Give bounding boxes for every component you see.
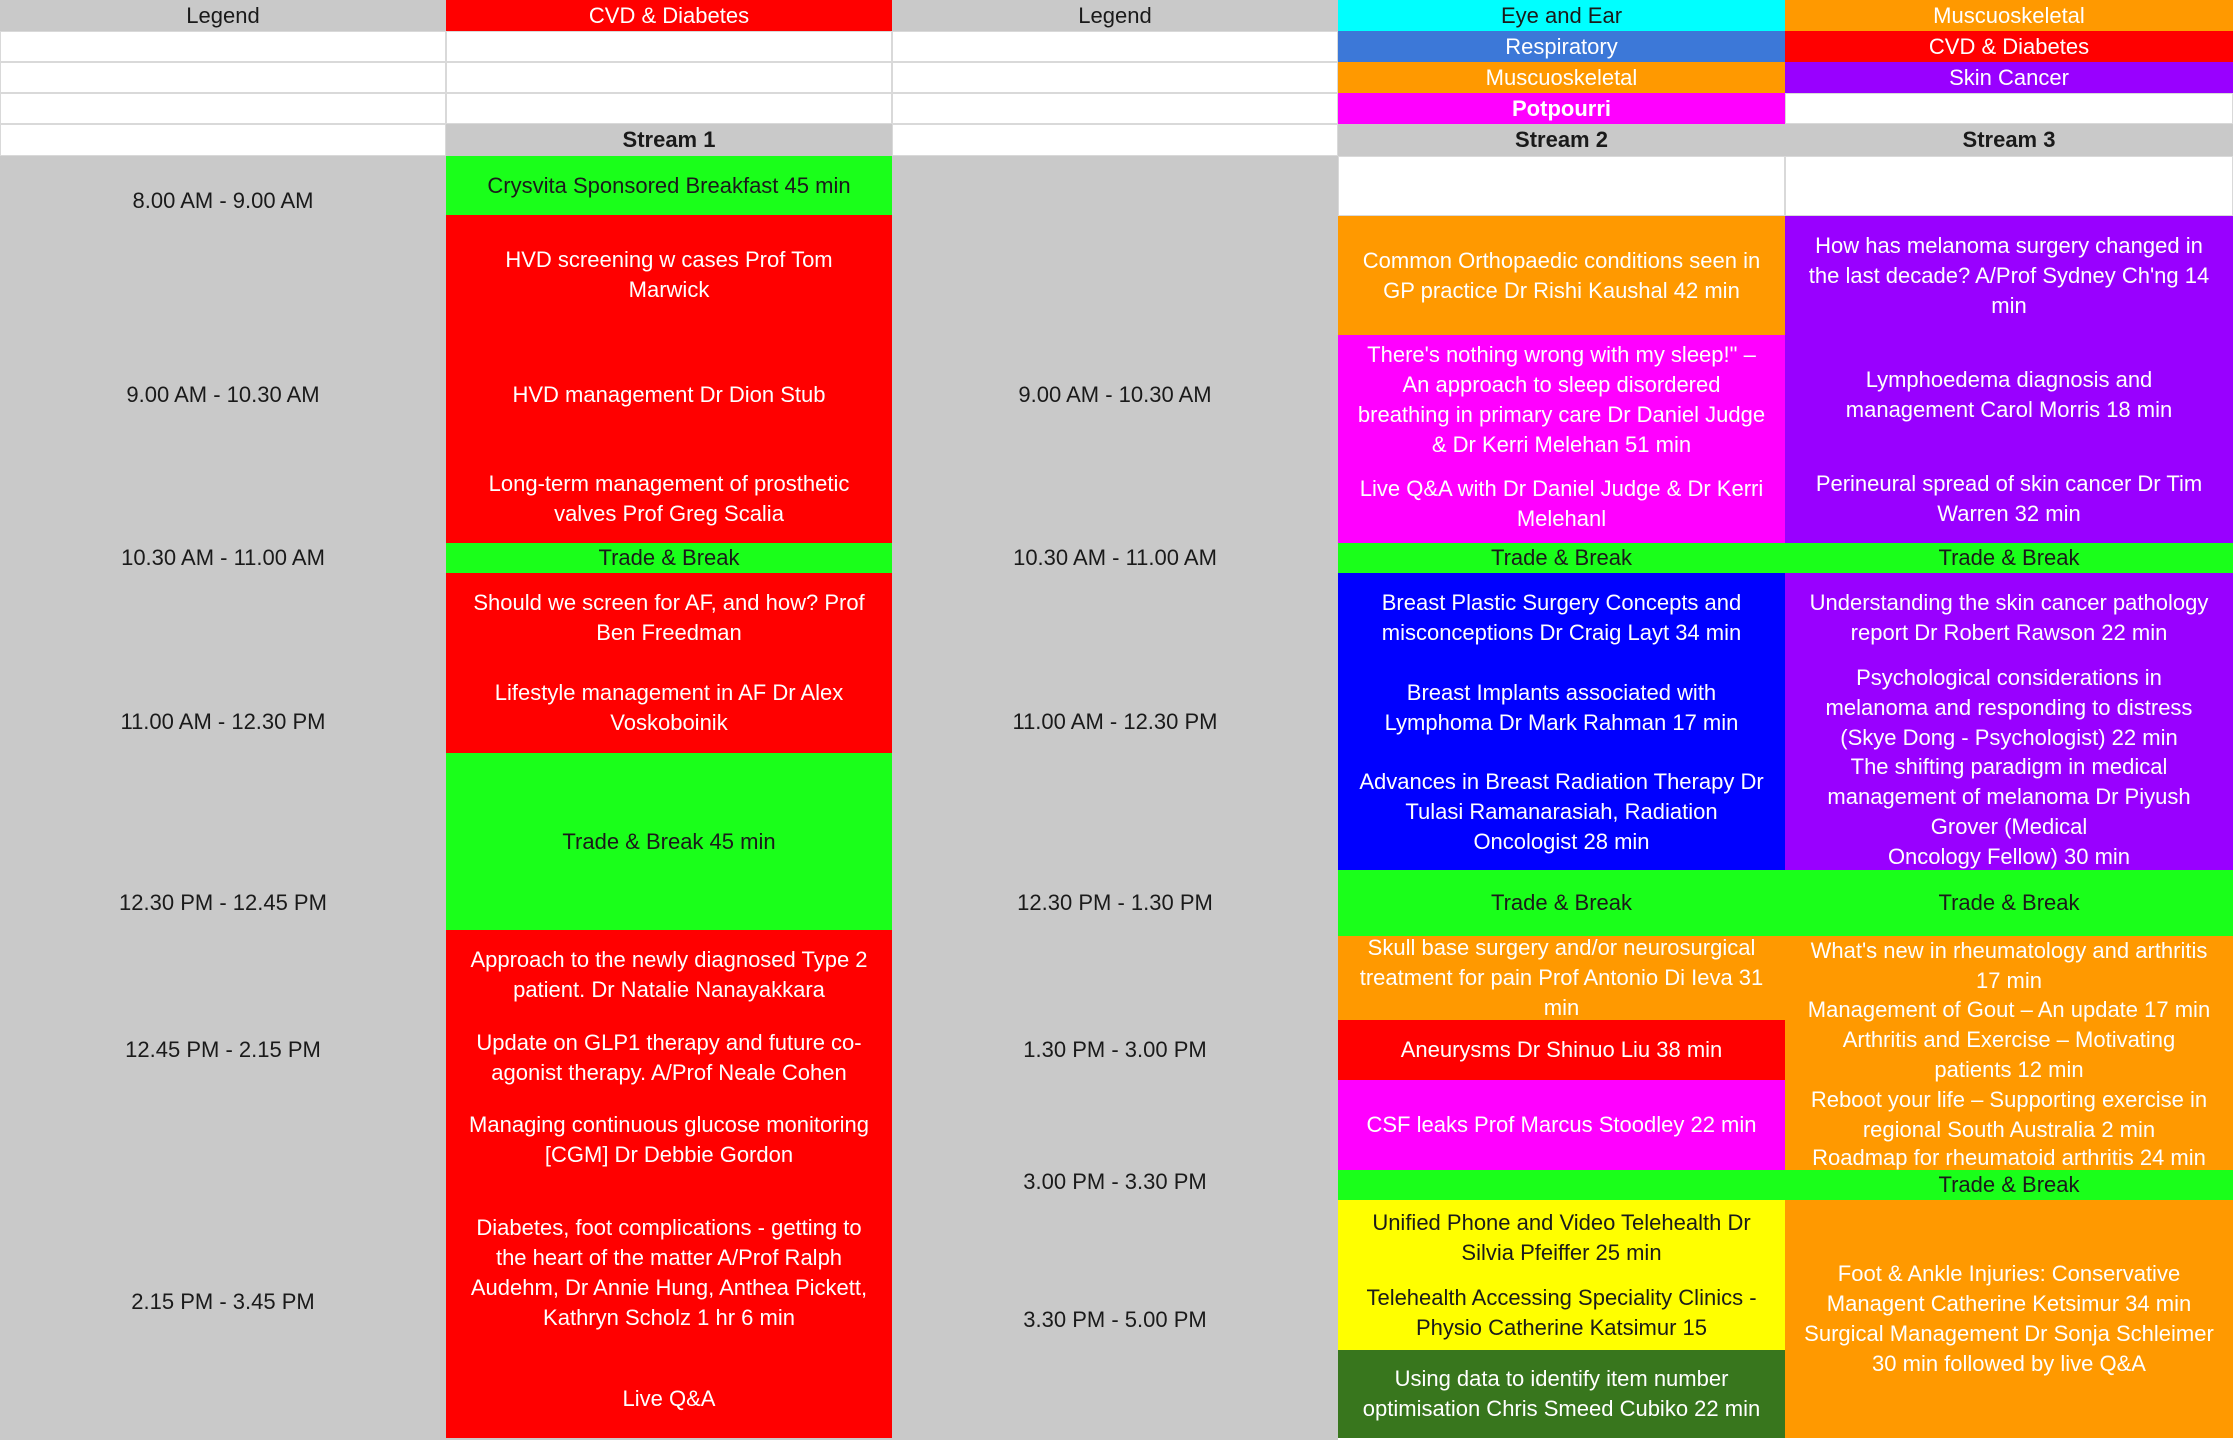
session-breakfast-line: Crysvita Sponsored Breakfast 45 min xyxy=(487,172,851,198)
session xyxy=(1338,335,1785,465)
blank-cell xyxy=(892,31,1338,62)
blank-cell xyxy=(0,31,446,62)
session-line: Lymphoedema diagnosis and xyxy=(1865,367,2153,392)
session-line: misconceptions Dr Craig Layt 34 min xyxy=(1381,620,1742,645)
session-line: min xyxy=(1991,292,2027,318)
session-live-qa xyxy=(446,1360,892,1438)
session xyxy=(1785,995,2233,1025)
session-line: Physio Catherine Katsimur 15 xyxy=(1415,1314,1707,1340)
session-line: Warren 32 min xyxy=(1937,501,2081,526)
time-slot-stream-2: 9.00 AM - 10.30 AM xyxy=(1018,381,1212,407)
session-line: Marwick xyxy=(628,277,710,302)
session-line: Oncologist 28 min xyxy=(1473,828,1650,854)
session-live-qa-line: Live Q&A xyxy=(622,1386,716,1411)
time-slot-stream-2: 1.30 PM - 3.00 PM xyxy=(1023,1037,1207,1062)
legend-musculoskeletal-right: Muscuoskeletal xyxy=(1785,0,2233,31)
trade-break xyxy=(446,753,892,930)
session-line: the last decade? A/Prof Sydney Ch'ng 14 xyxy=(1808,262,2210,288)
session xyxy=(1338,663,1785,753)
session xyxy=(446,215,892,335)
session-line: management of melanoma Dr Piyush xyxy=(1827,783,2191,809)
legend-cvd-diabetes-right: CVD & Diabetes xyxy=(1785,31,2233,62)
trade-break xyxy=(1785,543,2233,573)
session-line: Lifestyle management in AF Dr Alex xyxy=(494,680,844,705)
session xyxy=(1785,455,2233,543)
break-bar xyxy=(1338,1170,1785,1200)
session-line: Roadmap for rheumatoid arthritis 24 min xyxy=(1812,1145,2206,1170)
session xyxy=(1785,753,2233,870)
session xyxy=(1338,573,1785,663)
session-line: CSF leaks Prof Marcus Stoodley 22 min xyxy=(1366,1112,1757,1137)
session-line: Melehanl xyxy=(1516,506,1607,531)
session-line: There's nothing wrong with my sleep!" – xyxy=(1367,342,1756,367)
blank-cell xyxy=(1785,156,2233,216)
session-line: (Skye Dong - Psychologist) 22 min xyxy=(1840,725,2178,750)
session-line: Reboot your life – Supporting exercise in xyxy=(1810,1087,2208,1112)
session-line: An approach to sleep disordered xyxy=(1402,372,1721,397)
session-line: optimisation Chris Smeed Cubiko 22 min xyxy=(1362,1396,1761,1421)
session-line: Approach to the newly diagnosed Type 2 xyxy=(470,947,868,972)
session xyxy=(1338,1350,1785,1438)
session xyxy=(446,1095,892,1185)
blank-cell xyxy=(446,93,892,124)
session-line: Arthritis and Exercise – Motivating xyxy=(1842,1027,2176,1052)
session-line: What's new in rheumatology and arthritis xyxy=(1810,937,2208,963)
legend-label-stream-2: Legend xyxy=(892,0,1338,31)
legend-musculoskeletal-left: Muscuoskeletal xyxy=(1338,62,1785,93)
session-line: Perineural spread of skin cancer Dr Tim xyxy=(1815,471,2203,496)
session-line: Silvia Pfeiffer 25 min xyxy=(1461,1239,1662,1265)
trade-break-line: Trade & Break 45 min xyxy=(562,828,776,854)
session xyxy=(446,1020,892,1095)
session-line: Diabetes, foot complications - getting to xyxy=(476,1214,862,1240)
legend-label-stream-1: Legend xyxy=(0,0,446,31)
session-line: Managing continuous glucose monitoring xyxy=(469,1112,869,1137)
trade-break xyxy=(1785,1170,2233,1200)
session-line: Kathryn Scholz 1 hr 6 min xyxy=(543,1304,795,1330)
session-line: Advances in Breast Radiation Therapy Dr xyxy=(1359,768,1764,794)
session xyxy=(1785,335,2233,455)
session-line: melanoma and responding to distress xyxy=(1825,695,2193,720)
legend-eye-ear: Eye and Ear xyxy=(1338,0,1785,31)
trade-break xyxy=(1338,870,1785,936)
session xyxy=(1338,216,1785,335)
session-line: Common Orthopaedic conditions seen in xyxy=(1362,247,1761,273)
session-line: patients 12 min xyxy=(1934,1057,2084,1082)
session-breakfast xyxy=(446,156,892,215)
session xyxy=(1338,1275,1785,1350)
session-line: Management of Gout – An update 17 min xyxy=(1807,997,2211,1022)
stream-2-header: Stream 2 xyxy=(1338,124,1785,156)
session-line: How has melanoma surgery changed in xyxy=(1815,232,2203,258)
session-line: Surgical Management Dr Sonja Schleimer xyxy=(1804,1321,2214,1346)
trade-break-line: Trade & Break xyxy=(1938,1172,2080,1197)
time-slot-stream-1: 12.30 PM - 12.45 PM xyxy=(119,890,327,915)
session-line: treatment for pain Prof Antonio Di Ieva 31 xyxy=(1359,965,1764,990)
session xyxy=(1785,1200,2233,1438)
blank-cell xyxy=(0,124,446,156)
trade-break-line: Trade & Break xyxy=(1938,890,2080,915)
session-line: GP practice Dr Rishi Kaushal 42 min xyxy=(1383,277,1740,303)
session xyxy=(1785,1085,2233,1145)
session-line: agonist therapy. A/Prof Neale Cohen xyxy=(491,1059,847,1085)
session-line: Foot & Ankle Injuries: Conservative xyxy=(1837,1261,2181,1286)
legend-cvd-diabetes: CVD & Diabetes xyxy=(446,0,892,31)
session-line: Tulasi Ramanarasiah, Radiation xyxy=(1405,798,1718,824)
session xyxy=(1338,1200,1785,1275)
session-line: valves Prof Greg Scalia xyxy=(554,501,784,526)
session-line: Psychological considerations in xyxy=(1856,665,2162,690)
session xyxy=(1785,663,2233,753)
session-line: Telehealth Accessing Speciality Clinics - xyxy=(1366,1284,1757,1310)
session-line: Understanding the skin cancer pathology xyxy=(1809,590,2209,615)
session xyxy=(1785,1145,2233,1170)
session xyxy=(1338,753,1785,870)
trade-break-line: Trade & Break xyxy=(598,545,740,570)
session-line: Update on GLP1 therapy and future co- xyxy=(476,1029,862,1055)
time-slot-stream-2: 3.00 PM - 3.30 PM xyxy=(1023,1169,1207,1194)
session-line: Aneurysms Dr Shinuo Liu 38 min xyxy=(1400,1037,1723,1062)
session-line: report Dr Robert Rawson 22 min xyxy=(1850,620,2168,645)
trade-break xyxy=(1785,870,2233,936)
session-line: Breast Plastic Surgery Concepts and xyxy=(1381,590,1742,615)
session-line: Audehm, Dr Annie Hung, Anthea Pickett, xyxy=(470,1274,868,1300)
session xyxy=(446,573,892,663)
time-slot-stream-1: 2.15 PM - 3.45 PM xyxy=(131,1289,315,1314)
session-line: 30 min followed by live Q&A xyxy=(1872,1351,2146,1376)
time-slot-stream-1: 10.30 AM - 11.00 AM xyxy=(121,545,325,570)
trade-break xyxy=(446,543,892,573)
blank-cell xyxy=(446,62,892,93)
trade-break xyxy=(1338,543,1785,573)
blank-cell xyxy=(0,93,446,124)
time-slot-stream-1: 9.00 AM - 10.30 AM xyxy=(126,381,320,407)
session-line: Grover (Medical xyxy=(1930,813,2088,839)
session-line: The shifting paradigm in medical xyxy=(1850,753,2168,779)
session-line: Managent Catherine Ketsimur 34 min xyxy=(1826,1291,2192,1316)
blank-cell xyxy=(0,62,446,93)
session-line: min xyxy=(1543,995,1580,1020)
session-line: Live Q&A with Dr Daniel Judge & Dr Kerri xyxy=(1359,476,1764,501)
session-line: Using data to identify item number xyxy=(1394,1366,1729,1391)
session-line: 17 min xyxy=(1975,967,2043,993)
session-line: breathing in primary care Dr Daniel Judge xyxy=(1357,402,1766,427)
time-slot-stream-2: 12.30 PM - 1.30 PM xyxy=(1017,890,1213,915)
session xyxy=(1785,936,2233,995)
session xyxy=(446,930,892,1020)
session-line: Unified Phone and Video Telehealth Dr xyxy=(1372,1209,1751,1235)
time-slot-stream-2: 11.00 AM - 12.30 PM xyxy=(1012,708,1218,734)
stream-1-header: Stream 1 xyxy=(446,124,892,156)
session xyxy=(1338,1080,1785,1170)
time-slot-stream-1: 11.00 AM - 12.30 PM xyxy=(120,708,326,734)
trade-break-line: Trade & Break xyxy=(1490,545,1633,570)
time-slot-stream-2: 10.30 AM - 11.00 AM xyxy=(1013,545,1217,570)
session-line: Oncology Fellow) 30 min xyxy=(1887,843,2131,869)
session-line: Skull base surgery and/or neurosurgical xyxy=(1367,936,1756,960)
session-line: Should we screen for AF, and how? Prof xyxy=(473,590,865,615)
legend-potpourri: Potpourri xyxy=(1338,93,1785,124)
session-line: the heart of the matter A/Prof Ralph xyxy=(495,1244,843,1270)
trade-break-line: Trade & Break xyxy=(1490,890,1633,915)
session-line: management Carol Morris 18 min xyxy=(1845,397,2173,422)
trade-break-line: Trade & Break xyxy=(1938,545,2080,570)
session-line: Voskoboinik xyxy=(610,710,728,735)
blank-cell xyxy=(1338,156,1785,216)
session-line: regional South Australia 2 min xyxy=(1862,1117,2156,1142)
session xyxy=(1338,936,1785,1020)
blank-cell xyxy=(892,124,1338,156)
session-line: HVD screening w cases Prof Tom xyxy=(505,247,833,272)
session xyxy=(446,1185,892,1360)
session xyxy=(446,335,892,455)
session xyxy=(446,455,892,543)
blank-cell xyxy=(892,93,1338,124)
session xyxy=(1785,216,2233,335)
time-slot-stream-1: 12.45 PM - 2.15 PM xyxy=(125,1037,321,1062)
session xyxy=(446,663,892,753)
legend-respiratory: Respiratory xyxy=(1338,31,1785,62)
session xyxy=(1785,573,2233,663)
session xyxy=(1785,1025,2233,1085)
stream-3-header: Stream 3 xyxy=(1785,124,2233,156)
session-line: [CGM] Dr Debbie Gordon xyxy=(544,1142,794,1167)
session-line: HVD management Dr Dion Stub xyxy=(512,382,826,407)
session-line: Long-term management of prosthetic xyxy=(488,471,850,496)
session xyxy=(1338,1020,1785,1080)
blank-cell xyxy=(1785,93,2233,124)
time-slot-stream-1: 8.00 AM - 9.00 AM xyxy=(132,188,314,213)
session xyxy=(1338,465,1785,543)
session-line: Ben Freedman xyxy=(596,620,742,645)
time-slot-stream-2: 3.30 PM - 5.00 PM xyxy=(1023,1307,1207,1332)
session-line: & Dr Kerri Melehan 51 min xyxy=(1431,432,1692,457)
blank-cell xyxy=(892,62,1338,93)
blank-cell xyxy=(446,31,892,62)
session-line: Lymphoma Dr Mark Rahman 17 min xyxy=(1384,710,1739,735)
session-line: patient. Dr Natalie Nanayakkara xyxy=(513,977,825,1002)
legend-skin-cancer: Skin Cancer xyxy=(1785,62,2233,93)
session-line: Breast Implants associated with xyxy=(1406,680,1717,705)
